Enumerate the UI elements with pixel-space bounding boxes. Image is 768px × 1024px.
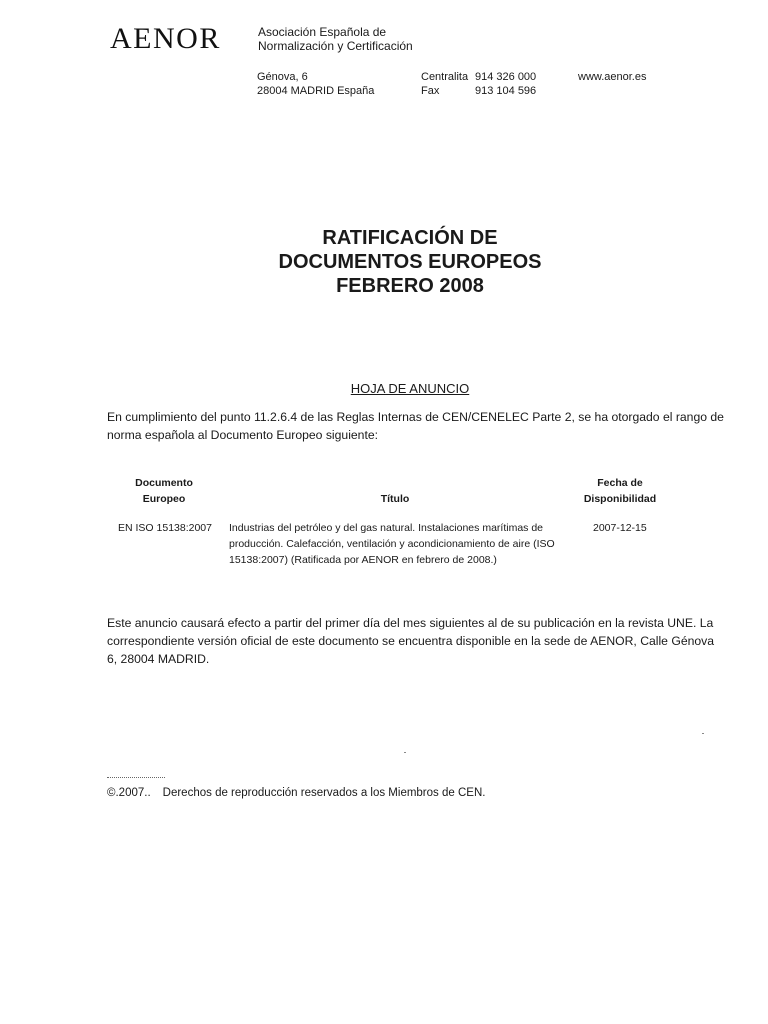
scan-speck — [404, 752, 406, 753]
column-header-title: Título — [380, 493, 410, 505]
aenor-logo: AENOR — [110, 22, 221, 55]
fax-label: Fax — [421, 85, 440, 97]
title-line3: FEBRERO 2008 — [336, 275, 484, 297]
title-line1: RATIFICACIÓN DE — [322, 227, 498, 249]
address-line2: 28004 MADRID España — [257, 85, 375, 97]
column-header-document: Documento Europeo — [135, 477, 193, 505]
title-text-line2: producción. Calefacción, ventilación y acondicionamiento de aire (ISO — [229, 538, 555, 550]
org-name-line2: Normalización y Certificación — [258, 39, 413, 53]
fax-value: 913 104 596 — [475, 85, 537, 97]
column-header-date: Fecha de Disponibilidad — [583, 477, 657, 505]
copyright-text: Derechos de reproducción reservados a los Miembros de CEN. — [162, 787, 486, 799]
table-cell-document: EN ISO 15138:2007 — [118, 522, 212, 534]
address-block — [257, 70, 374, 98]
announcement-intro: En cumplimiento del punto 11.2.6.4 de las Reglas Internas de CEN/CENELEC Parte 2, se ha otorgado el rango de norma española al Documento Europeo siguiente: — [107, 410, 724, 442]
org-name-line1: Asociación Española de — [258, 25, 387, 39]
title-line2: DOCUMENTOS EUROPEOS — [278, 251, 542, 273]
closing-paragraph: Este anuncio causará efecto a partir del primer día del mes siguientes al de su publicación en la revista UNE. La correspondiente versión oficial de este documento se encuentra disponible en la sede de AENOR, Calle Génova 6, 28004 MADRID. — [107, 616, 715, 666]
website-link[interactable]: www.aenor.es — [578, 71, 647, 83]
phone-labels — [421, 70, 468, 98]
table-cell-title — [229, 520, 569, 568]
footnote-divider — [107, 777, 165, 778]
announcement-heading: HOJA DE ANUNCIO — [350, 381, 470, 396]
phone-label: Centralita — [421, 71, 469, 83]
page-title — [0, 226, 768, 298]
address-line1: Génova, 6 — [257, 71, 308, 83]
organization-name — [258, 25, 413, 53]
title-text-line1: Industrias del petróleo y del gas natural. Instalaciones marítimas de — [229, 522, 544, 534]
title-text-line3: 15138:2007) (Ratificada por AENOR en febrero de 2008.) — [229, 554, 497, 566]
phone-value: 914 326 000 — [475, 71, 537, 83]
copyright-mark: ©.2007.. — [107, 787, 151, 799]
phone-values — [475, 70, 536, 98]
table-cell-date: 2007-12-15 — [593, 522, 647, 534]
scan-speck — [702, 733, 704, 734]
footnote — [107, 787, 485, 799]
